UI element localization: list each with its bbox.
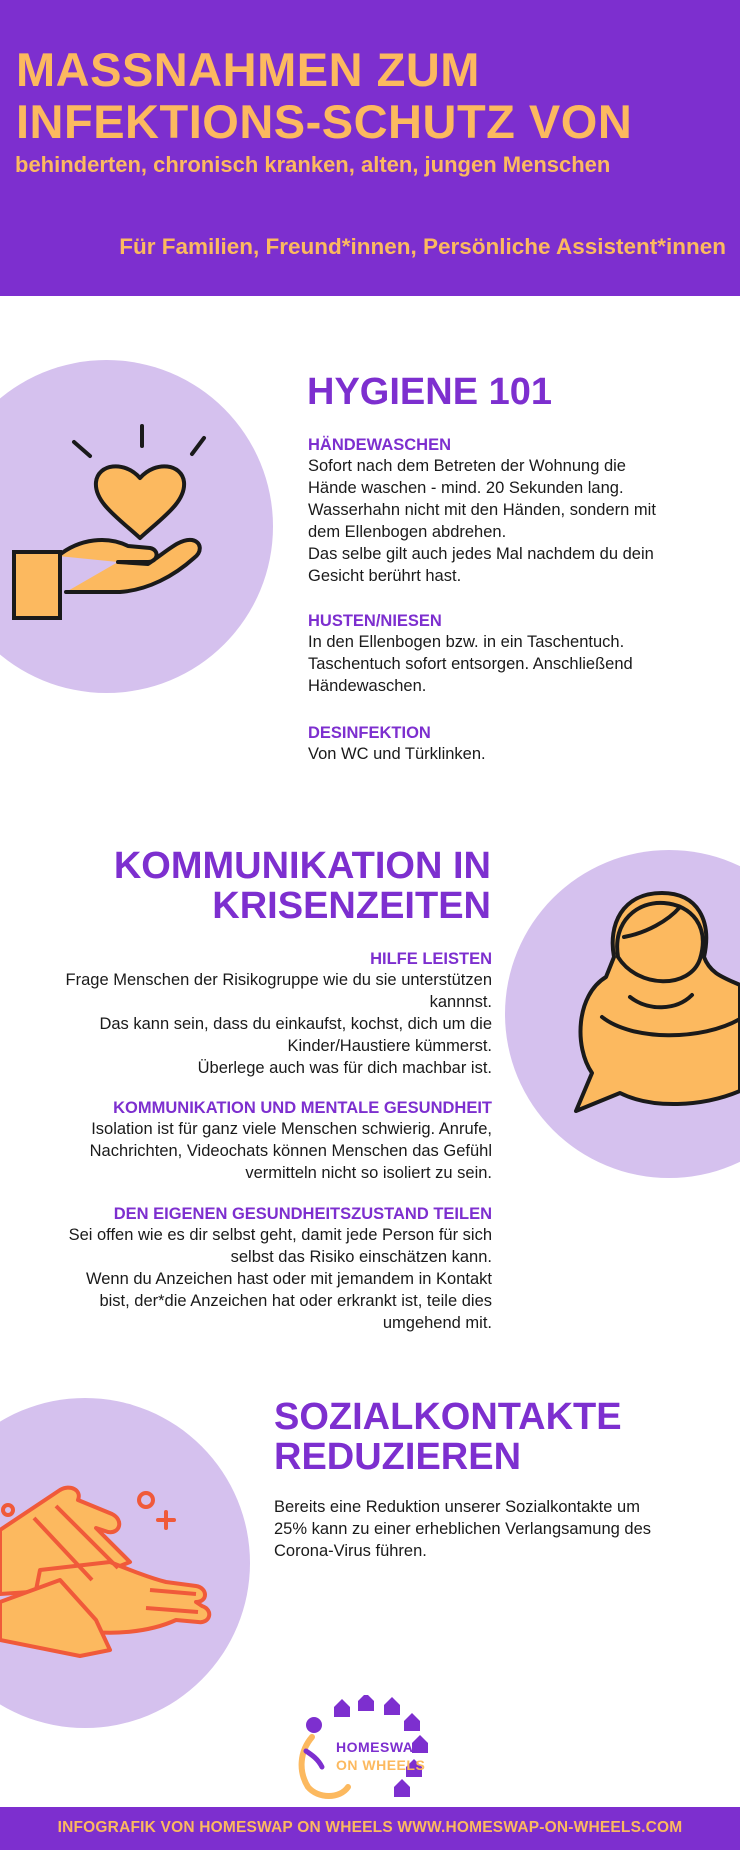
social-title-line-1: SOZIALKONTAKTE	[274, 1396, 622, 1438]
communication-title-line-2: KRISENZEITEN	[212, 885, 491, 927]
page-subtitle: behinderten, chronisch kranken, alten, jungen Menschen	[15, 152, 611, 177]
header-banner	[0, 0, 740, 296]
share-health-text: Sei offen wie es dir selbst geht, damit jede Person für sich selbst das Risiko einschätzen kann. Wenn du Anzeichen hast oder mit jemandem in Kontakt bist, der*die Anzeichen hat oder erkrankt ist, teile dies umgehend mit.	[68, 1226, 492, 1332]
person-speech-bubble-icon	[572, 885, 740, 1115]
mental-health-text: Isolation ist für ganz viele Menschen schwierig. Anrufe, Nachrichten, Videochats können Menschen das Gefühl vermitteln nicht so isoliert zu sein.	[89, 1120, 492, 1182]
coughing-heading: HUSTEN/NIESEN	[308, 612, 442, 630]
mental-health-heading: KOMMUNIKATION UND MENTALE GESUNDHEIT	[113, 1099, 492, 1117]
hygiene-handwashing	[308, 436, 718, 587]
homeswap-logo	[282, 1695, 462, 1801]
disinfection-text: Von WC und Türklinken.	[308, 745, 486, 763]
title-line-1: MASSNAHMEN ZUM	[16, 43, 480, 96]
help-text: Frage Menschen der Risikogruppe wie du sie unterstützen kannnst. Das kann sein, dass du einkaufst, kochst, dich um die Kinder/Haustiere kümmerst. Überlege auch was für dich machbar ist.	[65, 971, 492, 1077]
logo-text-line-1: HOMESWAP	[336, 1739, 424, 1755]
social-body	[274, 1496, 714, 1562]
footer-bar	[0, 1807, 740, 1850]
heart-in-hand-icon	[8, 420, 208, 630]
communication-share-health	[22, 1205, 492, 1334]
audience-line: Für Familien, Freund*innen, Persönliche Assistent*innen	[119, 234, 726, 259]
help-heading: HILFE LEISTEN	[370, 950, 492, 968]
communication-title-line-1: KOMMUNIKATION IN	[113, 845, 491, 887]
disinfection-heading: DESINFEKTION	[308, 724, 431, 742]
stacked-hands-icon	[0, 1470, 215, 1660]
social-title-line-2: REDUZIEREN	[274, 1436, 522, 1478]
social-title	[274, 1397, 694, 1477]
page-title	[16, 44, 736, 148]
coughing-text: In den Ellenbogen bzw. in ein Taschentuch. Taschentuch sofort entsorgen. Anschließend Händewaschen.	[308, 633, 633, 695]
logo-text-line-2: ON WHEELS	[336, 1757, 426, 1773]
handwashing-text: Sofort nach dem Betreten der Wohnung die Hände waschen - mind. 20 Sekunden lang. Wasserhahn nicht mit den Händen, sondern mit dem Ellenbogen abdrehen. Das selbe gilt auch jedes Mal nachdem du dein Gesicht berührt hast.	[308, 457, 656, 585]
hygiene-disinfection	[308, 724, 718, 765]
hygiene-coughing	[308, 612, 718, 697]
share-health-heading: DEN EIGENEN GESUNDHEITSZUSTAND TEILEN	[113, 1205, 492, 1223]
hygiene-title: HYGIENE 101	[307, 371, 552, 413]
footer-credit: INFOGRAFIK VON HOMESWAP ON WHEELS WWW.HOMESWAP-ON-WHEELS.COM	[57, 1819, 683, 1836]
title-line-2: INFEKTIONS-SCHUTZ VON	[16, 95, 633, 148]
communication-help	[22, 950, 492, 1079]
social-text: Bereits eine Reduktion unserer Sozialkontakte um 25% kann zu einer erheblichen Verlangsamung des Corona-Virus führen.	[274, 1498, 652, 1560]
communication-title	[11, 846, 491, 926]
handwashing-heading: HÄNDEWASCHEN	[308, 436, 452, 454]
communication-mental-health	[22, 1099, 492, 1184]
